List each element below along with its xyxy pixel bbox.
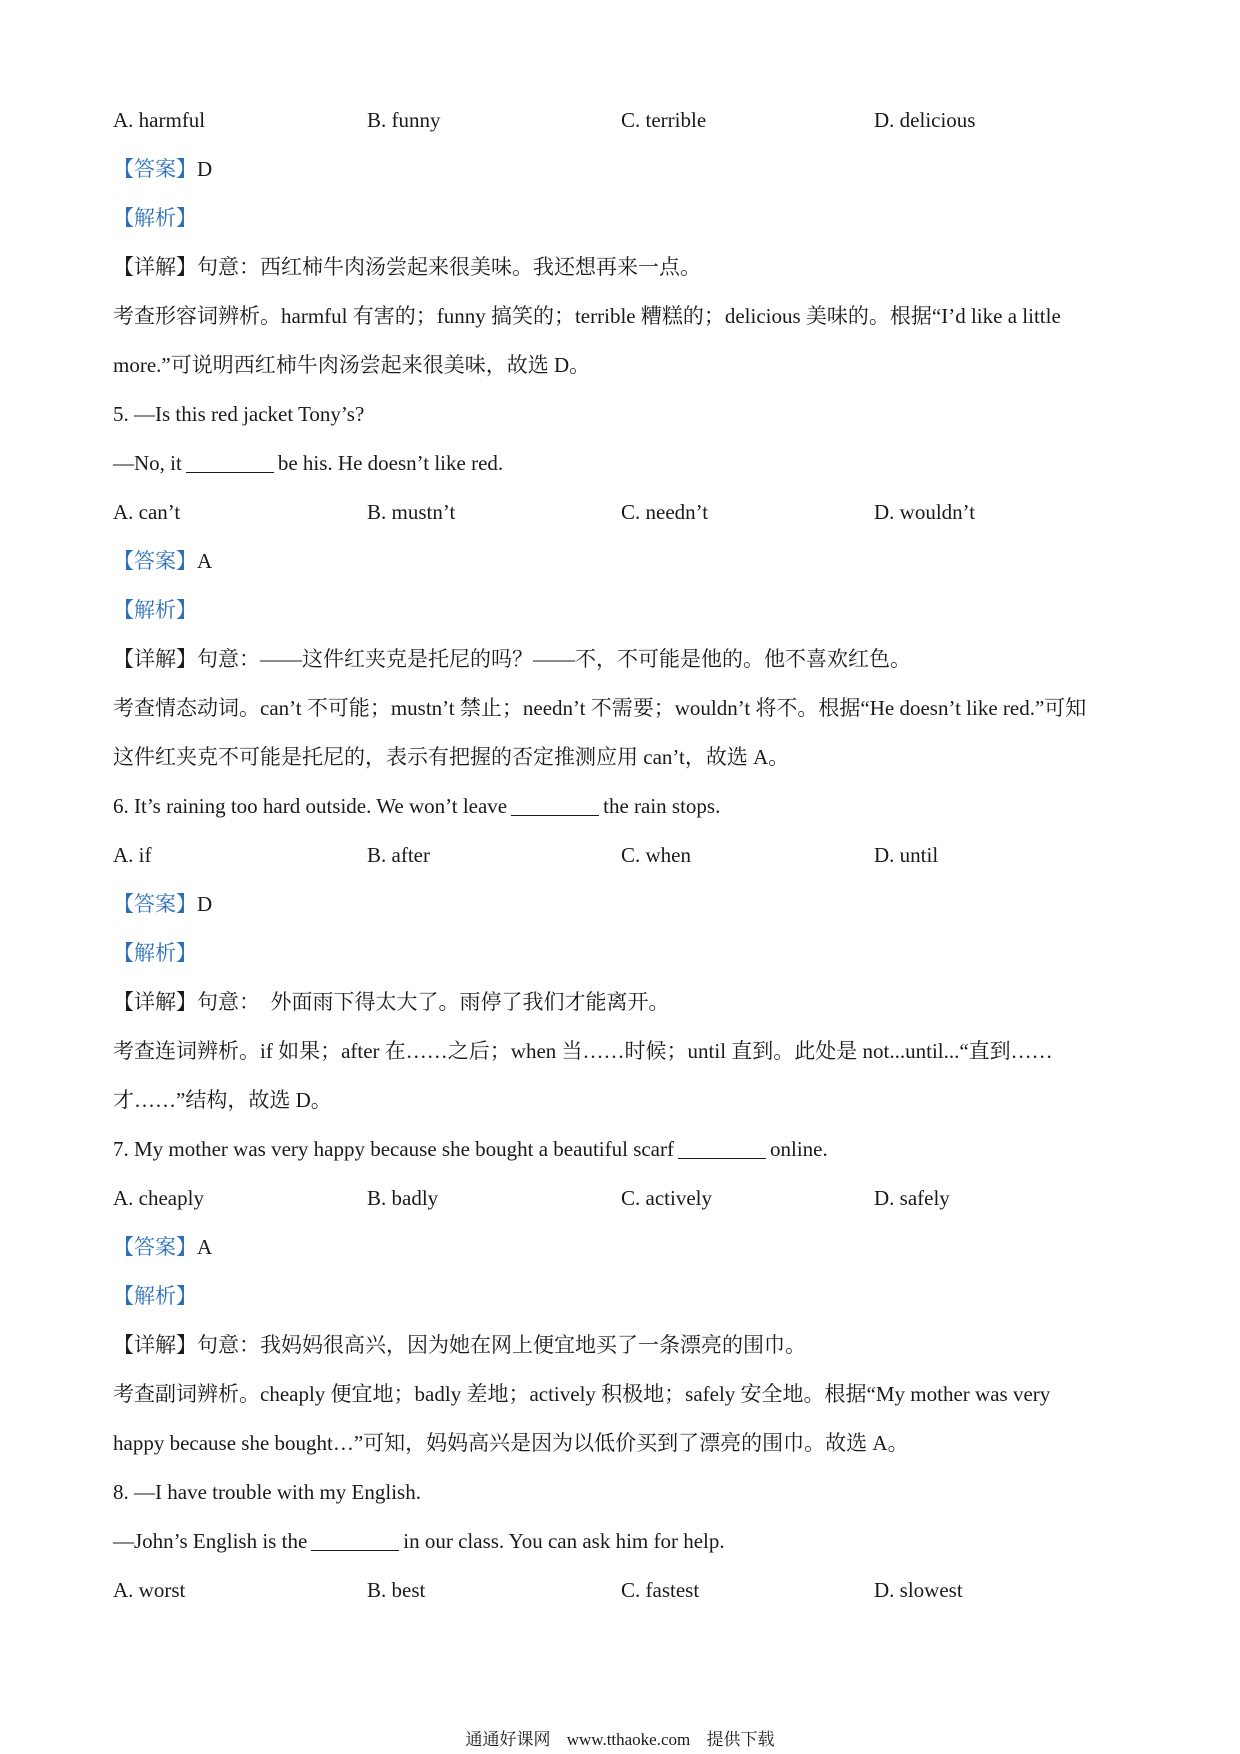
q5-explain-1: 考查情态动词。can’t 不可能；mustn’t 禁止；needn’t 不需要；wouldn’t 将不。根据“He doesn’t like red.”可知 <box>113 696 1087 720</box>
detail-text: 句意： 外面雨下得太大了。雨停了我们才能离开。 <box>197 990 670 1014</box>
q4-answer <box>113 154 212 184</box>
q6-option-d: D. until <box>874 843 939 867</box>
q6-option-b: B. after <box>367 843 430 867</box>
footer-url[interactable]: www.tthaoke.com <box>566 1730 691 1749</box>
q6-answer <box>113 889 212 919</box>
answer-tag: 【答案】 <box>113 1235 197 1259</box>
answer-value: D <box>197 157 213 181</box>
q5-analysis <box>113 595 197 625</box>
analysis-tag: 【解析】 <box>113 1284 197 1308</box>
q5-detail <box>113 644 911 674</box>
q5-stem-2 <box>113 448 503 478</box>
q8-option-c: C. fastest <box>621 1578 700 1602</box>
q7-option-c: C. actively <box>621 1186 712 1210</box>
q7-answer <box>113 1232 212 1262</box>
q4-explain-1: 考查形容词辨析。harmful 有害的；funny 搞笑的；terrible 糟糕的；delicious 美味的。根据“I’d like a little <box>113 304 1061 328</box>
q6-stem <box>113 791 720 821</box>
footer-note: 提供下载 <box>706 1730 775 1749</box>
q7-stem <box>113 1134 828 1164</box>
q6-stem-a: 6. It’s raining too hard outside. We won’t leave <box>113 794 508 818</box>
q8-option-d: D. slowest <box>874 1578 963 1602</box>
q7-detail <box>113 1330 806 1360</box>
q8-stem-2a: —John’s English is the <box>113 1529 308 1553</box>
q7-explain-1: 考查副词辨析。cheaply 便宜地；badly 差地；actively 积极地；safely 安全地。根据“My mother was very <box>113 1382 1051 1406</box>
q7-option-b: B. badly <box>367 1186 439 1210</box>
q7-analysis <box>113 1281 197 1311</box>
answer-blank <box>311 1530 399 1551</box>
q6-option-a: A. if <box>113 843 152 867</box>
answer-tag: 【答案】 <box>113 157 197 181</box>
q4-analysis <box>113 203 197 233</box>
q7-stem-b: online. <box>770 1137 828 1161</box>
detail-tag: 【详解】 <box>113 255 197 279</box>
answer-blank <box>511 795 599 816</box>
q5-option-c: C. needn’t <box>621 500 709 524</box>
answer-tag: 【答案】 <box>113 892 197 916</box>
q4-option-a: A. harmful <box>113 108 206 132</box>
q4-option-b: B. funny <box>367 108 441 132</box>
q4-option-c: C. terrible <box>621 108 707 132</box>
answer-value: A <box>197 549 213 573</box>
detail-text: 句意：西红柿牛肉汤尝起来很美味。我还想再来一点。 <box>197 255 701 279</box>
detail-text: 句意：——这件红夹克是托尼的吗？——不，不可能是他的。他不喜欢红色。 <box>197 647 911 671</box>
q6-explain-2: 才……”结构，故选 D。 <box>113 1088 332 1112</box>
answer-value: A <box>197 1235 213 1259</box>
detail-text: 句意：我妈妈很高兴，因为她在网上便宜地买了一条漂亮的围巾。 <box>197 1333 806 1357</box>
q5-option-b: B. mustn’t <box>367 500 456 524</box>
q4-detail <box>113 252 701 282</box>
q6-detail <box>113 987 670 1017</box>
answer-blank <box>678 1138 766 1159</box>
answer-value: D <box>197 892 213 916</box>
q4-explain-2: more.”可说明西红柿牛肉汤尝起来很美味，故选 D。 <box>113 353 591 377</box>
analysis-tag: 【解析】 <box>113 598 197 622</box>
detail-tag: 【详解】 <box>113 990 197 1014</box>
q6-explain-1: 考查连词辨析。if 如果；after 在……之后；when 当……时候；until 直到。此处是 not...until...“直到…… <box>113 1039 1053 1063</box>
detail-tag: 【详解】 <box>113 1333 197 1357</box>
q8-stem-2b: in our class. You can ask him for help. <box>403 1529 725 1553</box>
q5-stem-2b: be his. He doesn’t like red. <box>277 451 504 475</box>
q5-explain-2: 这件红夹克不可能是托尼的，表示有把握的否定推测应用 can’t，故选 A。 <box>113 745 790 769</box>
answer-blank <box>186 452 274 473</box>
q4-option-d: D. delicious <box>874 108 976 132</box>
q6-analysis <box>113 938 197 968</box>
q5-option-d: D. wouldn’t <box>874 500 976 524</box>
q5-stem-2a: —No, it <box>113 451 182 475</box>
q8-option-b: B. best <box>367 1578 426 1602</box>
q5-stem-1: 5. —Is this red jacket Tony’s? <box>113 402 365 426</box>
q6-stem-b: the rain stops. <box>603 794 721 818</box>
q7-option-a: A. cheaply <box>113 1186 204 1210</box>
q8-option-a: A. worst <box>113 1578 186 1602</box>
detail-tag: 【详解】 <box>113 647 197 671</box>
q5-option-a: A. can’t <box>113 500 181 524</box>
analysis-tag: 【解析】 <box>113 206 197 230</box>
answer-tag: 【答案】 <box>113 549 197 573</box>
q7-option-d: D. safely <box>874 1186 950 1210</box>
q6-option-c: C. when <box>621 843 691 867</box>
page-footer <box>0 1728 1240 1752</box>
analysis-tag: 【解析】 <box>113 941 197 965</box>
q8-stem-1: 8. —I have trouble with my English. <box>113 1480 421 1504</box>
q7-stem-a: 7. My mother was very happy because she bought a beautiful scarf <box>113 1137 674 1161</box>
q7-explain-2: happy because she bought…”可知，妈妈高兴是因为以低价买到了漂亮的围巾。故选 A。 <box>113 1431 909 1455</box>
q5-answer <box>113 546 212 576</box>
footer-site-name: 通通好课网 <box>465 1730 551 1749</box>
q8-stem-2 <box>113 1526 725 1556</box>
